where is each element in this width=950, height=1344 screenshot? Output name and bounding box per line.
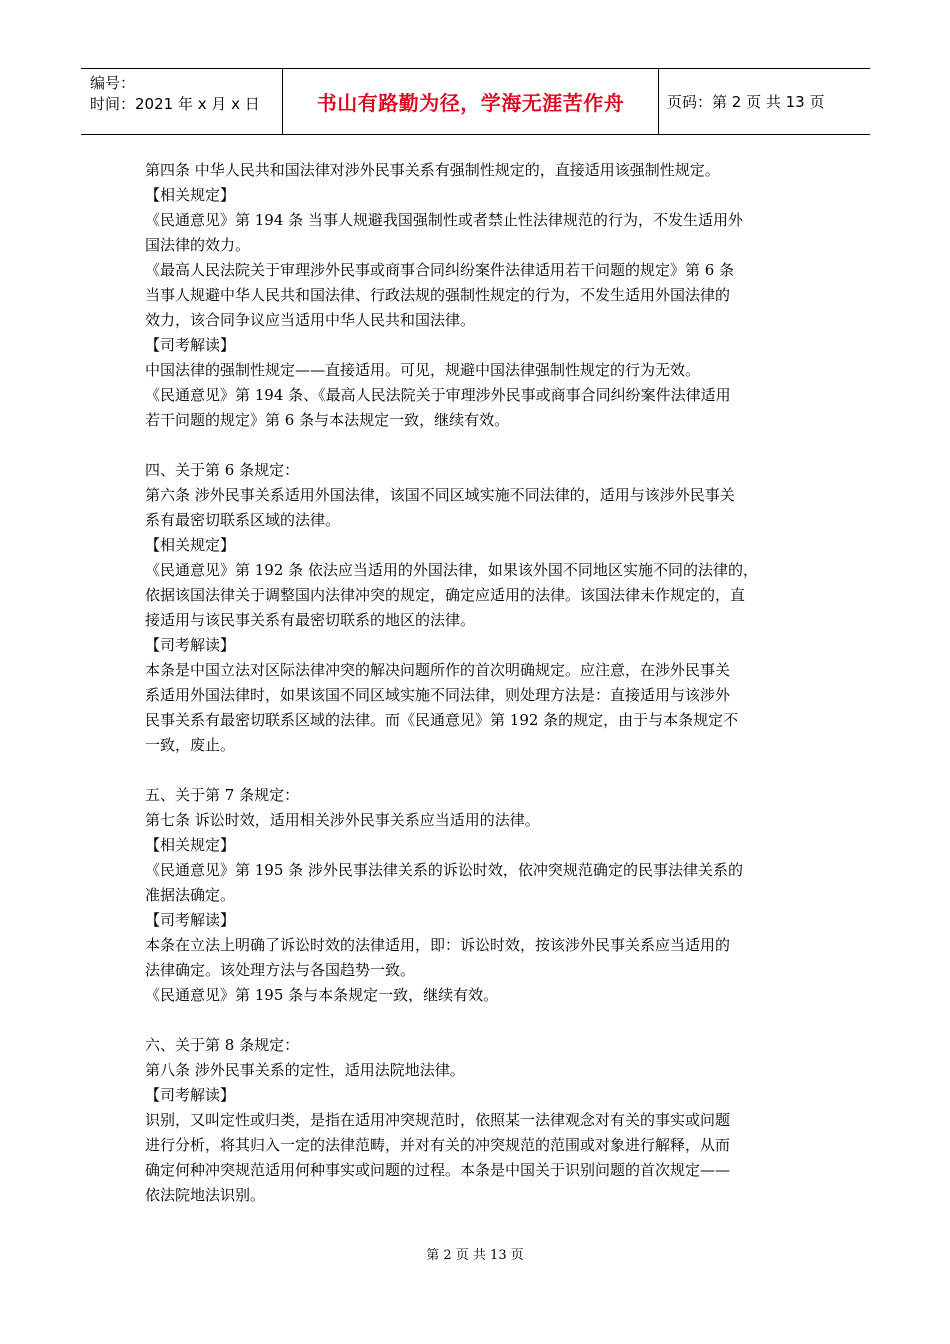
body-line: 识别，又叫定性或归类，是指在适用冲突规范时，依照某一法律观念对有关的事实或问题	[145, 1111, 731, 1129]
body-line: 效力，该合同争议应当适用中华人民共和国法律。	[145, 311, 476, 329]
body-line: 本条在立法上明确了诉讼时效的法律适用，即：诉讼时效，按该涉外民事关系应当适用的	[145, 936, 731, 954]
document-number-label: 编号：	[90, 74, 136, 92]
body-line: 进行分析，将其归入一定的法律范畴，并对有关的冲突规范的范围或对象进行解释，从而	[145, 1136, 731, 1154]
body-line: 第七条 诉讼时效，适用相关涉外民事关系应当适用的法律。	[145, 811, 540, 829]
body-line: 【司考解读】	[145, 1086, 236, 1104]
body-line: 接适用与该民事关系有最密切联系的地区的法律。	[145, 611, 476, 629]
body-line: 中国法律的强制性规定——直接适用。可见，规避中国法律强制性规定的行为无效。	[145, 361, 701, 379]
header-meta-cell	[81, 69, 283, 134]
header-motto: 书山有路勤为径，学海无涯苦作舟	[316, 91, 625, 115]
body-line: 当事人规避中华人民共和国法律、行政法规的强制性规定的行为，不发生适用外国法律的	[145, 286, 731, 304]
body-line: 六、关于第 8 条规定：	[145, 1036, 300, 1054]
body-line: 《最高人民法院关于审理涉外民事或商事合同纠纷案件法律适用若干问题的规定》第 6 条	[145, 261, 735, 279]
body-line: 《民通意见》第 192 条 依法应当适用的外国法律，如果该外国不同地区实施不同的法律的，	[145, 561, 758, 579]
body-line: 民事关系有最密切联系区域的法律。而《民通意见》第 192 条的规定，由于与本条规定不	[145, 711, 739, 729]
body-line: 国法律的效力。	[145, 236, 251, 254]
body-line: 确定何种冲突规范适用何种事实或问题的过程。本条是中国关于识别问题的首次规定——	[145, 1161, 731, 1179]
body-line: 依法院地法识别。	[145, 1186, 266, 1204]
body-line: 五、关于第 7 条规定：	[145, 786, 300, 804]
page-header	[81, 68, 870, 135]
body-line: 依据该国法律关于调整国内法律冲突的规定，确定应适用的法律。该国法律未作规定的，直	[145, 586, 746, 604]
body-line: 一致，废止。	[145, 736, 236, 754]
body-line: 第八条 涉外民事关系的定性，适用法院地法律。	[145, 1061, 465, 1079]
body-line: 【司考解读】	[145, 911, 236, 929]
body-line: 系有最密切联系区域的法律。	[145, 511, 341, 529]
body-line: 【相关规定】	[145, 536, 236, 554]
paragraph-gap	[145, 758, 810, 783]
body-line: 《民通意见》第 194 条 当事人规避我国强制性或者禁止性法律规范的行为，不发生适用外	[145, 211, 743, 229]
body-line: 若干问题的规定》第 6 条与本法规定一致，继续有效。	[145, 411, 510, 429]
body-line: 【相关规定】	[145, 836, 236, 854]
body-line: 《民通意见》第 195 条 涉外民事法律关系的诉讼时效，依冲突规范确定的民事法律关系的	[145, 861, 743, 879]
body-line: 第四条 中华人民共和国法律对涉外民事关系有强制性规定的，直接适用该强制性规定。	[145, 161, 720, 179]
body-line: 【司考解读】	[145, 336, 236, 354]
footer-page-number: 第 2 页 共 13 页	[426, 1248, 524, 1263]
header-page-number: 页码：第 2 页 共 13 页	[667, 93, 825, 111]
body-line: 第六条 涉外民事关系适用外国法律，该国不同区域实施不同法律的，适用与该涉外民事关	[145, 486, 735, 504]
document-body	[145, 158, 810, 1208]
body-line: 四、关于第 6 条规定：	[145, 461, 300, 479]
body-line: 《民通意见》第 194 条、《最高人民法院关于审理涉外民事或商事合同纠纷案件法律适用	[145, 386, 731, 404]
body-line: 【相关规定】	[145, 186, 236, 204]
body-line: 本条是中国立法对区际法律冲突的解决问题所作的首次明确规定。应注意，在涉外民事关	[145, 661, 731, 679]
body-line: 准据法确定。	[145, 886, 236, 904]
document-date-label: 时间：2021 年 x 月 x 日	[90, 95, 260, 113]
body-line: 法律确定。该处理方法与各国趋势一致。	[145, 961, 416, 979]
paragraph-gap	[145, 433, 810, 458]
body-line: 【司考解读】	[145, 636, 236, 654]
body-line: 系适用外国法律时，如果该国不同区域实施不同法律，则处理方法是：直接适用与该涉外	[145, 686, 731, 704]
header-page-cell	[659, 69, 870, 134]
paragraph-gap	[145, 1008, 810, 1033]
header-motto-cell	[283, 69, 659, 134]
page-footer	[0, 1244, 950, 1263]
body-line: 《民通意见》第 195 条与本条规定一致，继续有效。	[145, 986, 499, 1004]
